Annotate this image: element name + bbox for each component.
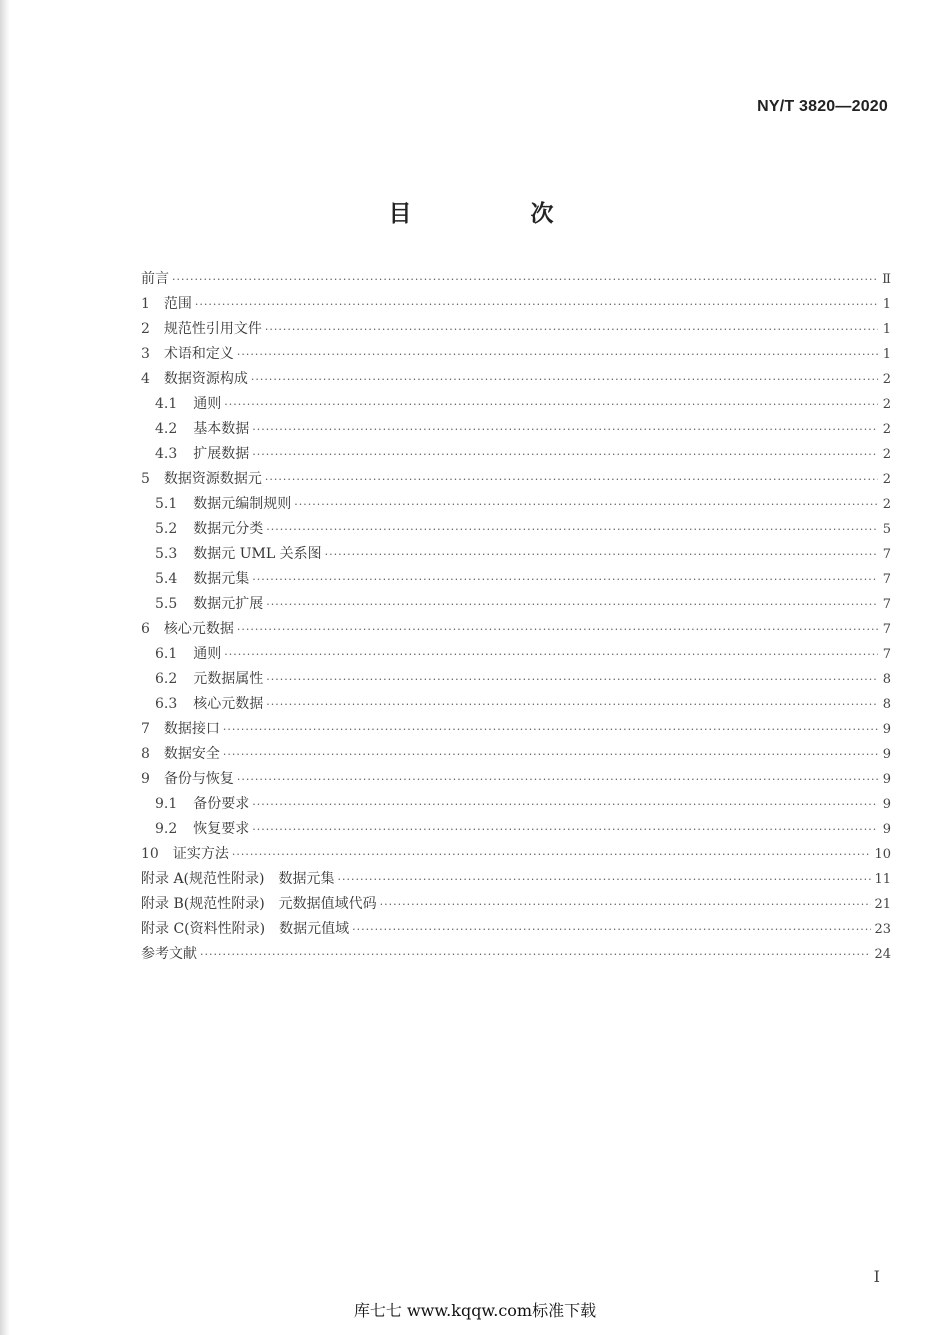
- toc-entry-page: 8: [882, 697, 891, 712]
- toc-entry-number: 5: [141, 471, 150, 487]
- toc-entry-number: 5.1: [155, 496, 178, 512]
- toc-entry-label: 数据资源数据元: [163, 471, 262, 487]
- toc-entry[interactable]: [141, 818, 891, 843]
- toc-entry-page: 2: [882, 447, 891, 462]
- toc-entry[interactable]: [141, 618, 891, 643]
- toc-entry[interactable]: [141, 743, 891, 768]
- toc-entry-label: 元数据属性: [193, 671, 264, 687]
- toc-entry[interactable]: [141, 568, 891, 593]
- toc-entry[interactable]: [141, 443, 891, 468]
- watermark-text: 库七七 www.kqqw.com标准下载: [353, 1301, 597, 1320]
- page-number: I: [873, 1267, 880, 1286]
- toc-entry[interactable]: [141, 293, 891, 318]
- toc-entry-number: 6: [141, 621, 150, 637]
- page-title: 目 次: [388, 201, 602, 227]
- toc-entry-number: 10: [141, 846, 159, 862]
- toc-entry-page: 9: [882, 822, 891, 837]
- toc-entry-page: 10: [874, 847, 891, 862]
- toc-entry-number: 9: [141, 771, 150, 787]
- toc-entry[interactable]: [141, 868, 891, 893]
- toc-leader-dots: [252, 423, 878, 436]
- toc-entry[interactable]: [141, 543, 891, 568]
- toc-entry-page: 23: [874, 922, 891, 937]
- toc-entry-label: 备份与恢复: [163, 771, 234, 787]
- toc-leader-dots: [266, 523, 878, 536]
- toc-entry-label: 恢复要求: [193, 821, 250, 837]
- toc-leader-dots: [237, 773, 878, 786]
- toc-entry-page: 21: [874, 897, 891, 912]
- toc-entry-label: 数据资源构成: [163, 371, 248, 387]
- toc-leader-dots: [266, 598, 878, 611]
- toc-entry-number: 2: [141, 321, 150, 337]
- toc-entry-number: 6.1: [155, 646, 178, 662]
- toc-entry-number: 4.2: [155, 421, 178, 437]
- toc-entry-page: 1: [882, 347, 891, 362]
- toc-entry[interactable]: [141, 768, 891, 793]
- toc-entry-page: 1: [882, 297, 891, 312]
- toc-entry-page: 7: [882, 597, 891, 612]
- toc-entry-label: 扩展数据: [193, 446, 250, 462]
- toc-entry-page: 9: [882, 772, 891, 787]
- toc-entry-number: 4.1: [155, 396, 178, 412]
- toc-leader-dots: [237, 348, 878, 361]
- toc-entry-page: 2: [882, 397, 891, 412]
- toc-entry[interactable]: [141, 343, 891, 368]
- toc-entry-number: 4: [141, 371, 150, 387]
- toc-entry[interactable]: [141, 918, 891, 943]
- toc-entry[interactable]: [141, 518, 891, 543]
- toc-leader-dots: [252, 448, 878, 461]
- toc-leader-dots: [380, 898, 872, 911]
- toc-leader-dots: [172, 273, 878, 286]
- toc-entry-page: 2: [882, 422, 891, 437]
- toc-entry-label: 数据接口: [163, 721, 220, 737]
- toc-entry[interactable]: [141, 393, 891, 418]
- toc-entry-label: 通则: [193, 396, 222, 412]
- toc-entry-page: 5: [882, 522, 891, 537]
- toc-entry[interactable]: [141, 268, 891, 293]
- toc-entry-page: 8: [882, 672, 891, 687]
- toc-entry-label: 范围: [163, 296, 192, 312]
- toc-entry-label: 参考文献: [141, 946, 197, 962]
- toc-entry-label: 备份要求: [193, 796, 250, 812]
- toc-entry-label: 证实方法: [172, 846, 229, 862]
- toc-entry-page: 9: [882, 797, 891, 812]
- toc-entry-label: 前言: [141, 271, 169, 287]
- toc-entry-label: 附录 B(规范性附录) 元数据值域代码: [141, 896, 377, 912]
- toc-entry-label: 数据安全: [163, 746, 220, 762]
- toc-leader-dots: [252, 573, 878, 586]
- toc-entry-page: 2: [882, 372, 891, 387]
- toc-entry-number: 9.1: [155, 796, 178, 812]
- toc-entry-label: 规范性引用文件: [163, 321, 262, 337]
- toc-entry[interactable]: [141, 368, 891, 393]
- toc-entry-number: 9.2: [155, 821, 178, 837]
- toc-entry-label: 通则: [193, 646, 222, 662]
- toc-entry[interactable]: [141, 668, 891, 693]
- toc-leader-dots: [224, 648, 878, 661]
- toc-entry[interactable]: [141, 718, 891, 743]
- toc-entry-number: 5.4: [155, 571, 178, 587]
- toc-entry-page: 11: [874, 872, 891, 887]
- toc-entry-page: 2: [882, 497, 891, 512]
- toc-entry-number: 6.2: [155, 671, 178, 687]
- toc-leader-dots: [252, 798, 878, 811]
- toc-entry[interactable]: [141, 943, 891, 968]
- toc-entry-number: 5.2: [155, 521, 178, 537]
- toc-entry[interactable]: [141, 593, 891, 618]
- toc-leader-dots: [266, 673, 878, 686]
- toc-entry[interactable]: [141, 418, 891, 443]
- toc-entry[interactable]: [141, 318, 891, 343]
- toc-entry-page: 9: [882, 747, 891, 762]
- toc-entry-label: 数据元分类: [193, 521, 264, 537]
- toc-entry-label: 核心元数据: [193, 696, 264, 712]
- toc-leader-dots: [251, 373, 878, 386]
- toc-leader-dots: [232, 848, 872, 861]
- toc-leader-dots: [195, 298, 878, 311]
- toc-entry-label: 附录 A(规范性附录) 数据元集: [141, 871, 335, 887]
- toc-entry[interactable]: [141, 468, 891, 493]
- toc-entry[interactable]: [141, 493, 891, 518]
- toc-entry-label: 数据元编制规则: [193, 496, 292, 512]
- toc-leader-dots: [252, 823, 878, 836]
- toc-entry-label: 术语和定义: [163, 346, 234, 362]
- toc-entry-number: 5.3: [155, 546, 178, 562]
- toc-entry[interactable]: [141, 793, 891, 818]
- toc-leader-dots: [223, 748, 878, 761]
- toc-entry[interactable]: [141, 643, 891, 668]
- toc-entry-label: 数据元集: [193, 571, 250, 587]
- toc-entry-number: 3: [141, 346, 150, 362]
- toc-entry-number: 5.5: [155, 596, 178, 612]
- toc-entry[interactable]: [141, 893, 891, 918]
- toc-entry-page: Ⅱ: [882, 272, 891, 287]
- toc-entry-label: 数据元扩展: [193, 596, 264, 612]
- toc-entry-page: 1: [882, 322, 891, 337]
- toc-entry-page: 2: [882, 472, 891, 487]
- toc-entry-page: 24: [874, 947, 891, 962]
- toc-leader-dots: [265, 473, 878, 486]
- toc-leader-dots: [266, 698, 878, 711]
- toc-leader-dots: [200, 948, 871, 961]
- toc-entry-label: 数据元 UML 关系图: [193, 546, 322, 562]
- toc-entry[interactable]: [141, 693, 891, 718]
- toc-leader-dots: [223, 723, 878, 736]
- table-of-contents: [141, 268, 891, 968]
- standard-code: NY/T 3820—2020: [757, 98, 888, 115]
- toc-entry-page: 7: [882, 647, 891, 662]
- toc-leader-dots: [352, 923, 871, 936]
- toc-entry-number: 4.3: [155, 446, 178, 462]
- toc-entry-page: 7: [882, 572, 891, 587]
- toc-entry-page: 9: [882, 722, 891, 737]
- toc-entry-number: 7: [141, 721, 150, 737]
- toc-leader-dots: [237, 623, 878, 636]
- toc-entry[interactable]: [141, 843, 891, 868]
- toc-entry-label: 核心元数据: [163, 621, 234, 637]
- toc-leader-dots: [265, 323, 878, 336]
- toc-entry-page: 7: [882, 547, 891, 562]
- toc-entry-label: 附录 C(资料性附录) 数据元值域: [141, 921, 350, 937]
- toc-entry-page: 7: [882, 622, 891, 637]
- toc-leader-dots: [337, 873, 871, 886]
- toc-leader-dots: [294, 498, 878, 511]
- toc-leader-dots: [224, 398, 878, 411]
- toc-entry-label: 基本数据: [193, 421, 250, 437]
- toc-entry-number: 1: [141, 296, 150, 312]
- toc-entry-number: 6.3: [155, 696, 178, 712]
- toc-leader-dots: [325, 548, 878, 561]
- toc-entry-number: 8: [141, 746, 150, 762]
